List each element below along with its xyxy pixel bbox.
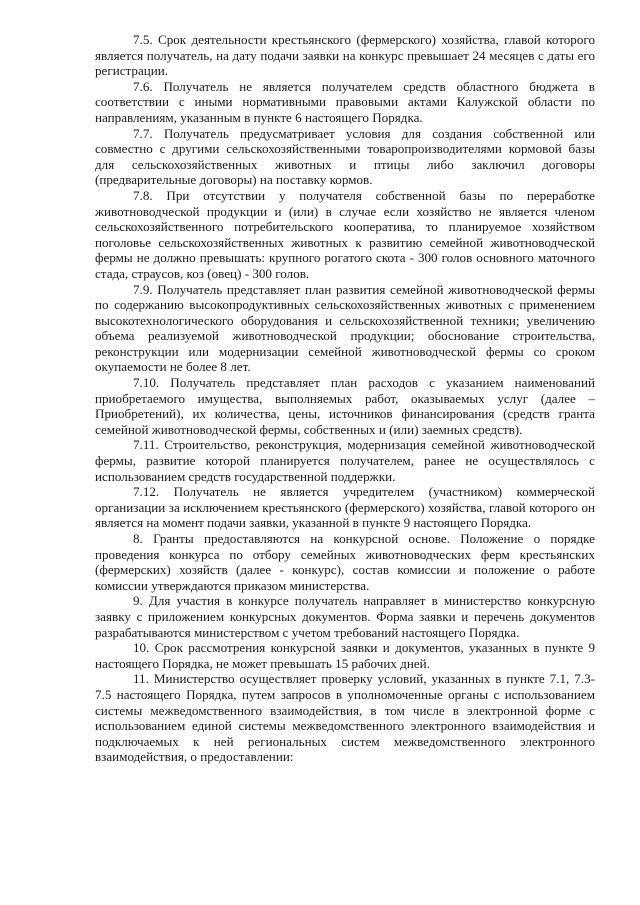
paragraph-7-7: 7.7. Получатель предусматривает условия для создания собственной или совместно с другими сельскохозяйственными товаропроизводителями кормовой базы для сельскохозяйственных животных и птицы либо заключил договоры (предварительные договоры) на поставку кормов. bbox=[95, 125, 595, 188]
paragraph-7-11: 7.11. Строительство, реконструкция, модернизация семейной животноводческой фермы, развитие которой планируется получателем, ранее не осуществлялось с использованием средств государственной поддержки. bbox=[95, 437, 595, 484]
paragraph-8: 8. Гранты предоставляются на конкурсной основе. Положение о порядке проведения конкурса по отбору семейных животноводческих ферм крестьянских (фермерских) хозяйств (далее - конкурс), состав комиссии и положение о работе комиссии утверждаются приказом министерства. bbox=[95, 531, 595, 593]
paragraph-7-9: 7.9. Получатель представляет план развития семейной животноводческой фермы по содержанию высокопродуктивных сельскохозяйственных животных с применением высокотехнологического оборудования и сельскохозяйственной техники; увеличению объема реализуемой животноводческой продукции; обоснование строительства, реконструкции или модернизации семейной животноводческой фермы со сроком окупаемости не более 8 лет. bbox=[95, 281, 595, 375]
paragraph-7-6: 7.6. Получатель не является получателем средств областного бюджета в соответствии с иными нормативными правовыми актами Калужской области по направлениям, указанным в пункте 6 настоящего Порядка. bbox=[95, 78, 595, 125]
document-page bbox=[95, 32, 595, 765]
paragraph-7-5: 7.5. Срок деятельности крестьянского (фермерского) хозяйства, главой которого является получатель, на дату подачи заявки на конкурс превышает 24 месяцев с даты его регистрации. bbox=[95, 32, 595, 79]
paragraph-7-10: 7.10. Получатель представляет план расходов с указанием наименований приобретаемого имущества, выполняемых работ, оказываемых услуг (далее – Приобретений), их количества, цены, источников финансирования (средств гранта семейной животноводческой фермы, собственных и (или) заемных средств). bbox=[95, 375, 595, 437]
paragraph-7-8: 7.8. При отсутствии у получателя собственной базы по переработке животноводческой продукции и (или) в случае если хозяйство не является членом сельскохозяйственного потребительского кооператива, то планируемое хозяйством поголовье сельскохозяйственных животных к развитию семейной животноводческой фермы не должно превышать: крупного рогатого скота - 300 голов основного маточного стада, страусов, коз (овец) - 300 голов. bbox=[95, 187, 595, 281]
paragraph-9: 9. Для участия в конкурсе получатель направляет в министерство конкурсную заявку с приложением конкурсных документов. Форма заявки и перечень документов разрабатываются министерством с учетом требований настоящего Порядка. bbox=[95, 593, 595, 640]
paragraph-11: 11. Министерство осуществляет проверку условий, указанных в пункте 7.1, 7.3-7.5 настоящего Порядка, путем запросов в уполномоченные органы с использованием системы межведомственного взаимодействия, в том числе в электронной форме с использованием единой системы межведомственного электронного взаимодействия и подключаемых к ней региональных систем межведомственного электронного взаимодействия, о предоставлении: bbox=[95, 671, 595, 765]
paragraph-10: 10. Срок рассмотрения конкурсной заявки и документов, указанных в пункте 9 настоящего Порядка, не может превышать 15 рабочих дней. bbox=[95, 640, 595, 671]
paragraph-7-12: 7.12. Получатель не является учредителем (участником) коммерческой организации за исключением крестьянского (фермерского) хозяйства, главой которого он является на момент подачи заявки, указанной в пункте 9 настоящего Порядка. bbox=[95, 484, 595, 531]
